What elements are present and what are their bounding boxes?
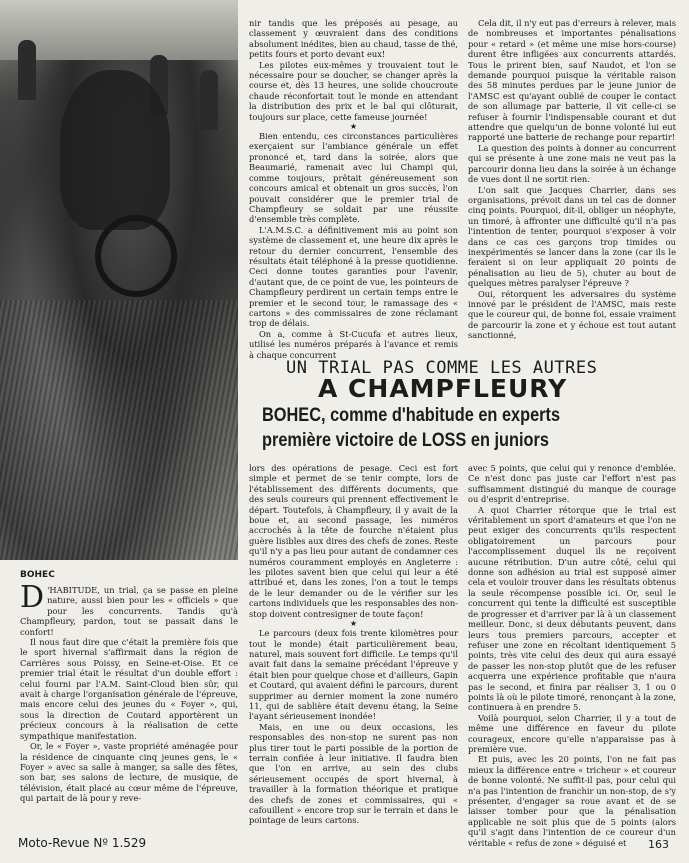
paragraph: Et puis, avec les 20 points, l'on ne fait pas mieux la différence entre « tricheur » et coureur de bonne volonté. Ne suffit-il pas, pour celui qui n'a pas l'intention de franchir un non-stop, de s'y présenter, d'engager sa roue avant et de se laisser tomber pour que la pénalisation applicable ne soit plus que de 5 points (alors qu'il s'agit dans l'intention de ce coureur d'un véritable « refus de zone » déguisé et (468, 754, 676, 848)
drop-cap: D (20, 580, 45, 615)
photo-spectator (18, 40, 36, 100)
column-bottom-middle (249, 463, 458, 826)
column-left (20, 580, 238, 804)
page-number: 163 (648, 838, 669, 851)
article-kicker: UN TRIAL PAS COMME LES AUTRES (286, 358, 598, 378)
section-star: ★ (349, 619, 358, 629)
trial-photo (0, 0, 238, 560)
paragraph: avec 5 points, que celui qui y renonce d'emblée. Ce n'est donc pas juste car l'effort n'est pas suffisamment distingué du manque de courage ou d'esprit d'entreprise. (468, 463, 676, 505)
paragraph: Or, le « Foyer », vaste propriété aménagée pour la résidence de cinquante cinq jeunes gens, le « Foyer » avec sa salle à manger, sa salle des fêtes, son bar, ses salons de lecture, de musique, de télévision, était placé au cœur même de l'épreuve, qui partait de là pour y reve- (20, 741, 238, 804)
paragraph: Bien entendu, ces circonstances particulières exerçaient sur l'ambiance générale un effet prononcé et, tard dans la soirée, alors que Beaumarié, ramenait avec lui Champi qui, comme toujours, prêtait généreusement son concours amical et obtenait un gros succès, l'on pouvait considérer que le premier trial de Champfleury se soldait par une réussite d'ensemble très complète. (249, 131, 458, 225)
article-subhead (262, 403, 623, 453)
paragraph: L'on sait que Jacques Charrier, dans ses organisations, prévoit dans un tel cas de donner cinq points. Pourquoi, dit-il, obliger un néophyte, un timoré, à affronter une difficulté qu'il n'a pas l'intention de tenter, pourquoi s'exposer à voir dans ce cas ces garçons trop timides ou inexpérimentés se lancer dans la zone (car ils le feraient si on leur appliquait 20 points de pénalisation au lieu de 5), chuter au bout de quelques mètres paralyser l'épreuve ? (468, 184, 676, 289)
photo-motorcycle-wheel (95, 215, 177, 297)
column-top-middle (249, 18, 458, 360)
article-headline: A CHAMPFLEURY (318, 374, 568, 403)
paragraph: Le parcours (deux fois trente kilomètres pour tout le monde) était particulièrement beau, naturel, mais souvent fort difficile. Le temps qu'il avait fait dans la semaine précédant l'épreuve y était bien pour quelque chose et d'ailleurs, Gapin et Coutard, qui avaient défini le parcours, durent supprimer au dernier moment la zone numéro 11, qui de sablière était devenu étang, la Seine l'ayant sérieusement inondée! (249, 628, 458, 722)
paragraph: Oui, rétorquent les adversaires du système innové par le président de l'AMSC, mais reste que le coureur qui, de bonne foi, essaie vraiment de parcourir la zone et y échoue est tout autant sanctionné, (468, 288, 676, 341)
paragraph: Voilà pourquoi, selon Charrier, il y a tout de même une différence en faveur du pilote courageux, encore qu'elle n'apparaisse pas à première vue. (468, 712, 676, 754)
paragraph: 'HABITUDE, un trial, ça se passe en pleine nature, aussi bien pour les « officiels » que pour les concurrents. Tandis qu'à Champfleury, pardon, tout se passait dans le confort! (20, 585, 238, 637)
photo-rider (60, 70, 170, 230)
paragraph: L'A.M.S.C. a définitivement mis au point son système de classement et, une heure dix après le retour du dernier concurrent, l'ensemble des résultats était téléphoné à la presse quotidienne. Ceci donne toutes garanties pour l'avenir, d'autant que, de ce point de vue, les pointeurs de Champfleury perdirent un certain temps entre le premier et le second tour, le ramassage des « cartons » des commissaires de zone réclamant trop de délais. (249, 224, 458, 329)
paragraph: lors des opérations de pesage. Ceci est fort simple et permet de se tenir compte, lors de l'établissement des différents documents, que des seuls coureurs qui prennent effectivement le départ. Toutefois, à Champfleury, il y avait de la boue et, au second passage, les numéros accrochés à la tête de fourche n'étaient plus guère lisibles aux dires des chefs de zones. Reste qu'il n'y a pas lieu pour autant de condamner ces numéros couramment employés en Angleterre : les pilotes savent bien que celui qui leur a été attribué et, dans les zones, l'on a tout le temps de le leur demander ou de le vérifier sur les cartons individuels que les responsables des non-stop doivent contresigner de toute façon! (249, 463, 458, 619)
paragraph: La question des points à donner au concurrent qui se présente à une zone mais ne veut pas la parcourir donna lieu dans la soirée à un échange de vues dont il ne sortit rien. (468, 142, 676, 185)
paragraph: Il nous faut dire que c'était la première fois que le sport hivernal s'affirmait dans la région de Carrières sous Poissy, en Seine-et-Oise. Et ce premier trial était le résultat d'un double effort : celui fourni par l'A.M. Saint-Cloud bien sûr, qui avait à charge l'organisation générale de l'épreuve, mais encore celui des jeunes du « Foyer », qui, sous la direction de Coutard apportèrent un précieux concours à la réalisation de cette sympathique manifestation. (20, 637, 238, 741)
paragraph: A quoi Charrier rétorque que le trial est véritablement un sport d'amateurs et que l'on ne peut exiger des concurrents qu'ils respectent obligatoirement un parcours pour l'accomplissement duquel ils ne reçoivent aucune rétribution. D'un autre côté, celui qui donne son adhésion au trial est supposé aimer cela et vouloir trouver dans les résultats obtenus la seule récompense possible ici. Or, seul le concurrent qui tente la difficulté est susceptible de progresser et d'arriver par là à un classement meilleur. Donc, si deux débutants peuvent, dans leurs tous premiers parcours, accepter et refuser une zone en récoltant identiquement 5 points, très vite celui des deux qui aura essayé de passer les non-stop plutôt que de les refuser acquerra une expérience profitable que n'aura pas le second, et finira par réaliser 3, 1 ou 0 points là où le pilote timoré, renonçant à la zone, continuera à en prendre 5. (468, 504, 676, 713)
subhead-line: première victoire de LOSS en juniors (262, 430, 549, 451)
paragraph: Mais, en une ou deux occasions, les responsables des non-stop ne surent pas non plus tirer tout le parti possible de la portion de terrain confiée à leur initiative. Il faudra bien que l'on en arrive, au sein des clubs sérieusement occupés de sport hivernal, à travailler à la formation théorique et pratique des chefs de zones et commissaires, qui « cafouillent » encore trop sur le terrain et dans le pointage de leurs cartons. (249, 721, 458, 826)
photo-caption: BOHEC (20, 570, 55, 580)
section-star: ★ (349, 122, 358, 132)
magazine-issue: Moto-Revue Nº 1.529 (18, 836, 147, 850)
photo-terrain (0, 300, 238, 560)
paragraph: nir tandis que les préposés au pesage, au classement y œuvraient dans des conditions absolument inédites, bien au chaud, tasse de thé, petits fours et porto devant eux! (249, 18, 458, 60)
photo-spectator (200, 70, 218, 130)
column-top-right (468, 18, 676, 341)
paragraph: On a, comme à St-Cucufa et autres lieux, utilisé les numéros préparés à l'avance et remis à chaque concurrent (249, 328, 458, 360)
paragraph: Les pilotes eux-mêmes y trouvaient tout le nécessaire pour se doucher, se changer après la course et, dès 13 heures, une solide choucroute chaude réconfortait tout le monde en attendant la distribution des prix et le bal qui clôturait, toujours sur place, cette fameuse journée! (249, 59, 458, 122)
subhead-line: BOHEC, comme d'habitude en experts (262, 405, 561, 426)
column-bottom-right (468, 463, 676, 848)
paragraph: Cela dit, il n'y eut pas d'erreurs à relever, mais de nombreuses et importantes pénalisations pour « retard » (et même une mise hors-course) durent être infligées aux concurrents attardés. Tous le prirent bien, sauf Naudot, et l'on se demande pourquoi puisque la véritable raison des 58 minutes perdues par le jeune junior de l'AMSC est qu'ayant oublié de couper le contact de son allumage par batterie, il vit celle-ci se refuser à fournir l'indispensable courant et dut attendre que quelqu'un de bonne volonté lui eut rapporté une batterie de rechange pour repartir! (468, 18, 676, 143)
